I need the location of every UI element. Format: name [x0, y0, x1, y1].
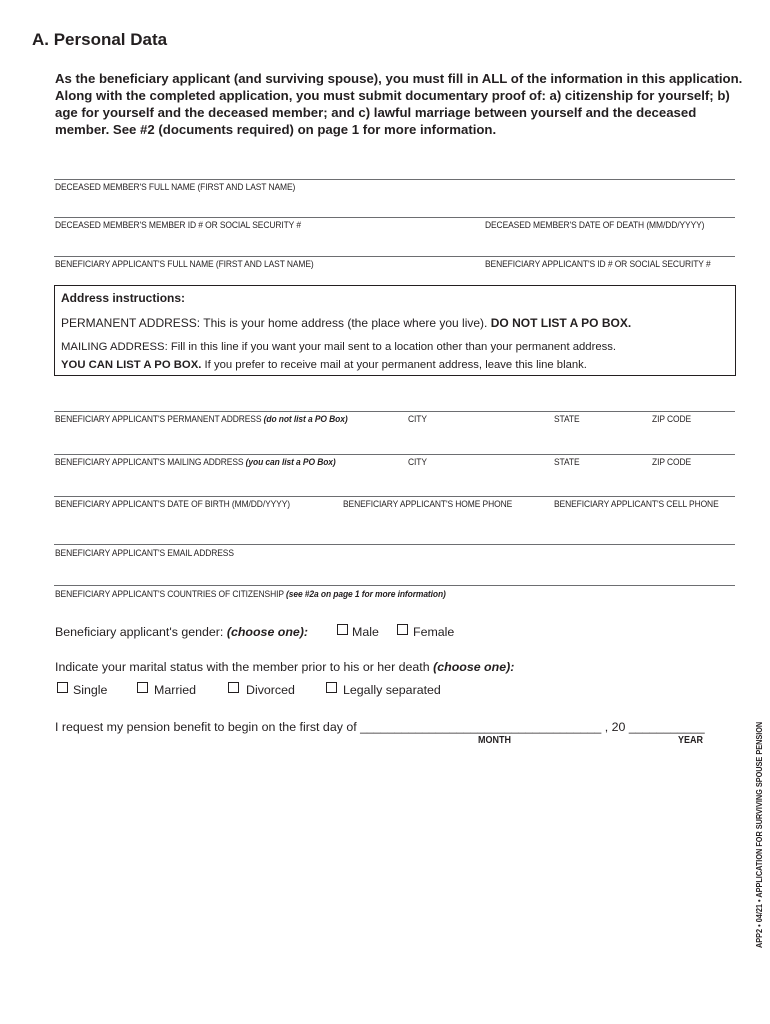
- benefit-start-request[interactable]: I request my pension benefit to begin on the first day of ___________________________________ , 20 ___________: [55, 720, 705, 734]
- email-line[interactable]: [54, 544, 735, 545]
- married-checkbox[interactable]: [137, 682, 148, 693]
- form-footer-vertical: APP2 • 04/21 • APPLICATION FOR SURVIVING SPOUSE PENSION: [754, 721, 764, 948]
- address-instructions-box: [54, 285, 736, 376]
- permanent-address-instruction: PERMANENT ADDRESS: This is your home address (the place where you live). DO NOT LIST A PO BOX.: [61, 316, 632, 330]
- dob-phone-line[interactable]: [54, 496, 735, 497]
- year-label: YEAR: [678, 735, 704, 746]
- deceased-name-label: DECEASED MEMBER'S FULL NAME (FIRST AND LAST NAME): [55, 182, 296, 192]
- citizenship-label: BENEFICIARY APPLICANT'S COUNTRIES OF CITIZENSHIP (see #2a on page 1 for more information): [55, 589, 446, 599]
- permanent-address-label: BENEFICIARY APPLICANT'S PERMANENT ADDRESS (do not list a PO Box): [55, 414, 348, 424]
- deceased-name-line[interactable]: [54, 179, 735, 180]
- beneficiary-id-label: BENEFICIARY APPLICANT'S ID # OR SOCIAL SECURITY #: [485, 259, 711, 269]
- married-option-label: Married: [154, 683, 196, 697]
- dob-label: BENEFICIARY APPLICANT'S DATE OF BIRTH (MM/DD/YYYY): [55, 499, 290, 509]
- mailing-zip-label: ZIP CODE: [652, 457, 692, 467]
- mailing-address-line[interactable]: [54, 454, 735, 455]
- citizenship-line[interactable]: [54, 585, 735, 586]
- deceased-dod-label: DECEASED MEMBER'S DATE OF DEATH (MM/DD/YYYY): [485, 220, 705, 230]
- legally-separated-option-label: Legally separated: [343, 683, 441, 697]
- mailing-address-label: BENEFICIARY APPLICANT'S MAILING ADDRESS (you can list a PO Box): [55, 457, 336, 467]
- male-option-label: Male: [352, 625, 379, 639]
- female-checkbox[interactable]: [397, 624, 408, 635]
- deceased-id-label: DECEASED MEMBER'S MEMBER ID # OR SOCIAL SECURITY #: [55, 220, 301, 230]
- email-label: BENEFICIARY APPLICANT'S EMAIL ADDRESS: [55, 548, 234, 558]
- gender-question: Beneficiary applicant's gender: (choose one):: [55, 625, 309, 639]
- beneficiary-name-label: BENEFICIARY APPLICANT'S FULL NAME (FIRST AND LAST NAME): [55, 259, 314, 269]
- male-checkbox[interactable]: [337, 624, 348, 635]
- mailing-city-label: CITY: [408, 457, 427, 467]
- female-option-label: Female: [413, 625, 455, 639]
- divorced-option-label: Divorced: [246, 683, 295, 697]
- single-checkbox[interactable]: [57, 682, 68, 693]
- cell-phone-label: BENEFICIARY APPLICANT'S CELL PHONE: [554, 499, 719, 509]
- address-instructions-heading: Address instructions:: [61, 291, 186, 305]
- marital-question: Indicate your marital status with the member prior to his or her death (choose one):: [55, 660, 515, 674]
- section-title: A. Personal Data: [32, 30, 168, 49]
- home-phone-label: BENEFICIARY APPLICANT'S HOME PHONE: [343, 499, 513, 509]
- deceased-id-line[interactable]: [54, 217, 735, 218]
- legally-separated-checkbox[interactable]: [326, 682, 337, 693]
- mailing-address-instruction-2: YOU CAN LIST A PO BOX. If you prefer to receive mail at your permanent address, leave this line blank.: [61, 359, 587, 371]
- intro-paragraph: As the beneficiary applicant (and surviving spouse), you must fill in ALL of the information in this application. Along with the completed application, you must submit documentary proof of: a) citizenship for yourself; b) age for yourself and the deceased member; and c) lawful marriage between yourself and the deceased member. See #2 (documents required) on page 1 for more information.: [55, 71, 743, 137]
- single-option-label: Single: [73, 683, 108, 697]
- mailing-address-instruction: MAILING ADDRESS: Fill in this line if you want your mail sent to a location other than your permanent address.: [61, 341, 617, 353]
- month-label: MONTH: [478, 735, 512, 746]
- permanent-address-line[interactable]: [54, 411, 735, 412]
- permanent-city-label: CITY: [408, 414, 427, 424]
- divorced-checkbox[interactable]: [228, 682, 239, 693]
- beneficiary-name-line[interactable]: [54, 256, 735, 257]
- permanent-zip-label: ZIP CODE: [652, 414, 692, 424]
- mailing-state-label: STATE: [554, 457, 580, 467]
- permanent-state-label: STATE: [554, 414, 580, 424]
